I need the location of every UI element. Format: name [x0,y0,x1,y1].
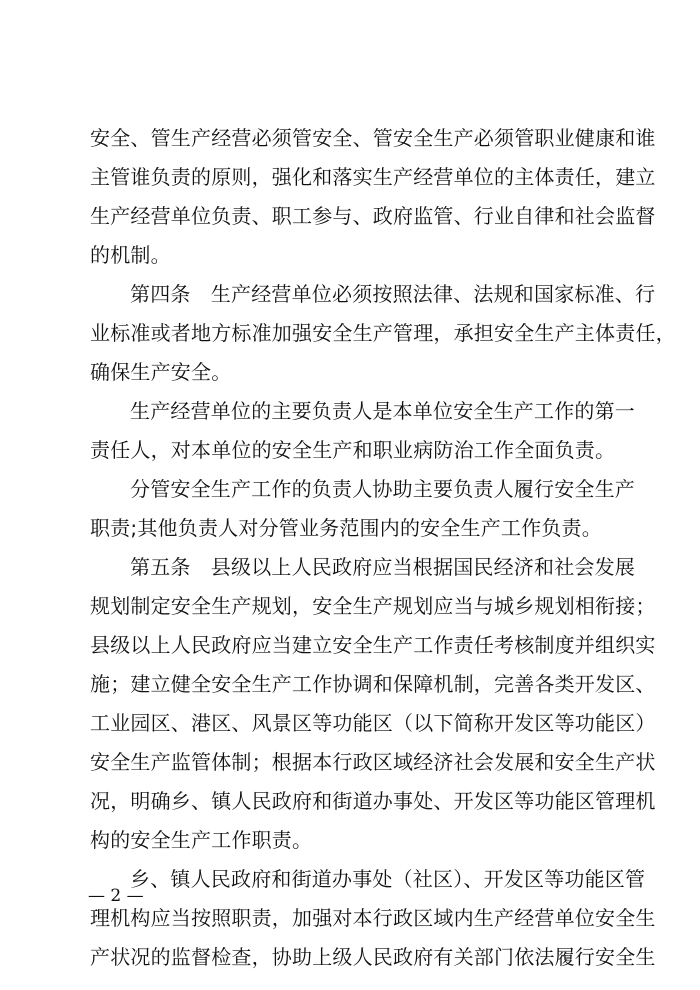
text-line: 的机制。 [90,243,171,267]
article-5-heading-line: 第五条 县级以上人民政府应当根据国民经济和社会发展 [130,555,635,579]
page-number: — 2 — [88,886,144,906]
text-line: 主管谁负责的原则，强化和落实生产经营单位的主体责任，建立 [90,165,656,189]
article-4-heading-line: 第四条 生产经营单位必须按照法律、法规和国家标准、行 [130,282,656,306]
text-line: 产状况的监督检查，协助上级人民政府有关部门依法履行安全生 [90,945,656,969]
text-line: 生产经营单位负责、职工参与、政府监管、行业自律和社会监督 [90,204,656,228]
text-line: 施；建立健全安全生产工作协调和保障机制，完善各类开发区、 [90,672,656,696]
text-line: 理机构应当按照职责，加强对本行政区域内生产经营单位安全生 [90,906,656,930]
text-line: 构的安全生产工作职责。 [90,828,313,852]
text-line: 安全、管生产经营必须管安全、管安全生产必须管职业健康和谁 [90,126,656,150]
text-line: 责任人，对本单位的安全生产和职业病防治工作全面负责。 [90,438,616,462]
paragraph-start-line: 生产经营单位的主要负责人是本单位安全生产工作的第一 [130,399,635,423]
text-line: 确保生产安全。 [90,360,232,384]
text-line: 业标准或者地方标准加强安全生产管理，承担安全生产主体责任， [90,321,676,345]
paragraph-start-line: 乡、镇人民政府和街道办事处（社区）、开发区等功能区管 [130,867,646,891]
paragraph-start-line: 分管安全生产工作的负责人协助主要负责人履行安全生产 [130,477,635,501]
text-line: 安全生产监管体制；根据本行政区域经济社会发展和安全生产状 [90,750,656,774]
text-line: 规划制定安全生产规划，安全生产规划应当与城乡规划相衔接； [90,594,656,618]
text-line: 职责;其他负责人对分管业务范围内的安全生产工作负责。 [90,516,602,540]
text-line: 况，明确乡、镇人民政府和街道办事处、开发区等功能区管理机 [90,789,656,813]
text-line: 县级以上人民政府应当建立安全生产工作责任考核制度并组织实 [90,633,656,657]
text-line: 工业园区、港区、风景区等功能区（以下简称开发区等功能区） [90,711,656,735]
